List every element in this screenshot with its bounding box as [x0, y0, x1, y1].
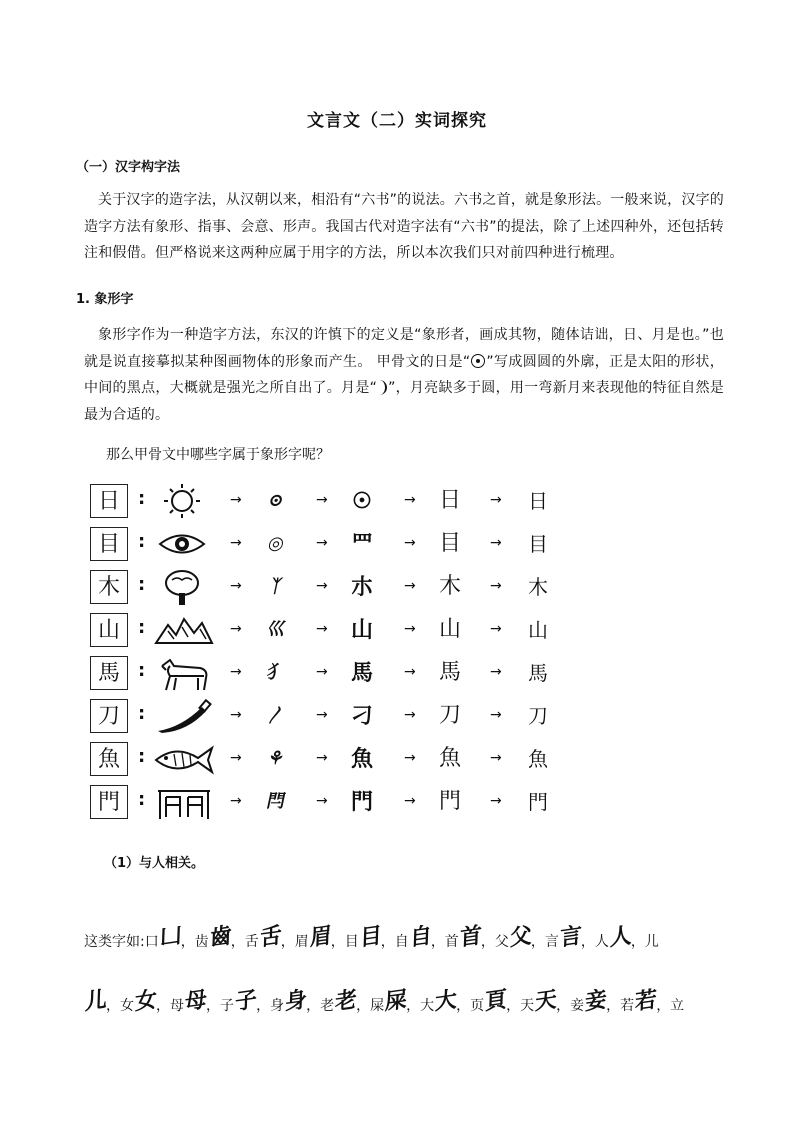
- horse-picture-icon: [152, 654, 218, 692]
- evolution-row: [84, 654, 574, 694]
- modern-char-box: 刀: [90, 699, 128, 733]
- example-word: ，自: [380, 934, 409, 950]
- seal-form: 木: [438, 574, 461, 599]
- seal-form: 刀: [438, 703, 461, 728]
- bronze-form: 朩: [350, 574, 373, 600]
- oracle-glyph: 目: [359, 922, 381, 952]
- tree-picture-icon: [152, 568, 218, 606]
- arrow-icon: →: [316, 578, 328, 594]
- arrow-icon: →: [490, 707, 502, 723]
- clerical-form: 日: [528, 489, 548, 513]
- colon: :: [138, 746, 146, 767]
- oracle-glyph: 女: [134, 986, 156, 1016]
- modern-char-box: 魚: [90, 742, 128, 776]
- clerical-form: 刀: [528, 704, 548, 728]
- oracle-glyph: 妾: [584, 986, 606, 1016]
- page-title: 文言文（二）实词探究: [307, 111, 487, 131]
- oracle-glyph: 人: [609, 922, 631, 952]
- example-word: ，身: [256, 998, 285, 1014]
- arrow-icon: →: [404, 664, 416, 680]
- arrow-icon: →: [490, 535, 502, 551]
- arrow-icon: →: [404, 578, 416, 594]
- section-heading: （一）汉字构字法: [76, 160, 181, 175]
- subsection-heading: 1. 象形字: [76, 292, 134, 307]
- clerical-form: 木: [528, 575, 548, 599]
- example-word: ，父: [480, 934, 509, 950]
- arrow-icon: →: [230, 578, 242, 594]
- example-word: ，儿: [630, 934, 659, 950]
- arrow-icon: →: [490, 750, 502, 766]
- example-word: ，女: [106, 998, 135, 1014]
- oracle-glyph: 大: [434, 986, 456, 1016]
- oracle-glyph: 凵: [159, 922, 181, 952]
- arrow-icon: →: [404, 621, 416, 637]
- example-word: ，大: [406, 998, 435, 1014]
- example-word: 口: [144, 934, 159, 950]
- modern-char-box: 山: [90, 613, 128, 647]
- seal-form: 日: [438, 488, 461, 513]
- arrow-icon: →: [230, 664, 242, 680]
- example-word: ，立: [656, 998, 685, 1014]
- example-word: ，眉: [280, 934, 309, 950]
- question-text: 那么甲骨文中哪些字属于象形字呢？: [106, 447, 330, 463]
- mountain-picture-icon: [152, 611, 218, 649]
- clerical-form: 山: [528, 618, 548, 642]
- modern-char-box: 日: [90, 484, 128, 518]
- arrow-icon: →: [404, 707, 416, 723]
- oracle-bone-form: 巛: [264, 619, 288, 640]
- example-line-1: [84, 920, 734, 951]
- example-word: ，人: [580, 934, 609, 950]
- oracle-bone-form: ◎: [266, 533, 287, 554]
- example-word: ，老: [306, 998, 335, 1014]
- intro-paragraph: 关于汉字的造字法，从汉朝以来，相沿有“六书”的说法。六书之首，就是象形法。一般来说，汉字的造字方法有象形、指事、会意、形声。我国古代对造字法有“六书”的提法，除了上述四种外，还包括转注和假借。但严格说来这两种应属于用字的方法，所以本次我们只对前四种进行梳理。: [84, 192, 724, 261]
- arrow-icon: →: [316, 707, 328, 723]
- oracle-glyph: 頁: [484, 986, 506, 1016]
- oracle-glyph: 眉: [309, 922, 331, 952]
- arrow-icon: →: [490, 621, 502, 637]
- oracle-moon-icon: [378, 380, 387, 395]
- arrow-icon: →: [404, 750, 416, 766]
- bronze-form: ☉: [352, 488, 372, 514]
- arrow-icon: →: [316, 535, 328, 551]
- oracle-glyph: 老: [334, 986, 356, 1016]
- arrow-icon: →: [490, 578, 502, 594]
- oracle-bone-form: 犭: [264, 662, 288, 683]
- example-word: ，子: [206, 998, 235, 1014]
- paragraph-text-b: ”写成圆圆的外廓，正是太阳的形状，中间的黑点，大概就是强光之所自出了。月是“: [84, 353, 724, 396]
- oracle-glyph: 自: [409, 922, 431, 952]
- arrow-icon: →: [230, 492, 242, 508]
- colon: :: [138, 617, 146, 638]
- bronze-form: 罒: [350, 531, 373, 557]
- evolution-row: [84, 525, 574, 565]
- oracle-glyph: 齒: [209, 922, 231, 952]
- example-word: ，页: [456, 998, 485, 1014]
- oracle-glyph: 身: [284, 986, 306, 1016]
- pictograph-paragraph: [84, 322, 724, 428]
- paragraph-text-c: ”，月亮缺多于圆，用一弯新月来表现他的特征自然是最为合适的。: [84, 380, 724, 423]
- example-word: ，屎: [356, 998, 385, 1014]
- oracle-sun-icon: [471, 354, 485, 368]
- bronze-form: 山: [350, 617, 373, 643]
- evolution-row: [84, 568, 574, 608]
- oracle-glyph: 儿: [84, 986, 106, 1016]
- colon: :: [138, 531, 146, 552]
- list-intro: 这类字如:: [84, 934, 145, 950]
- eye-picture-icon: [152, 525, 218, 563]
- seal-form: 目: [438, 531, 461, 556]
- oracle-glyph: 言: [559, 922, 581, 952]
- example-word: ，天: [506, 998, 535, 1014]
- oracle-bone-form: ⚘: [265, 748, 287, 769]
- modern-char-box: 目: [90, 527, 128, 561]
- seal-form: 山: [438, 617, 461, 642]
- seal-form: 馬: [438, 660, 461, 685]
- arrow-icon: →: [230, 750, 242, 766]
- arrow-icon: →: [230, 707, 242, 723]
- oracle-bone-form: 閂: [264, 791, 288, 812]
- clerical-form: 馬: [528, 661, 548, 685]
- oracle-glyph: 子: [234, 986, 256, 1016]
- arrow-icon: →: [316, 750, 328, 766]
- fish-picture-icon: [152, 740, 218, 778]
- seal-form: 魚: [438, 746, 461, 771]
- arrow-icon: →: [230, 793, 242, 809]
- bronze-form: 門: [350, 789, 373, 815]
- colon: :: [138, 574, 146, 595]
- evolution-row: [84, 740, 574, 780]
- arrow-icon: →: [490, 664, 502, 680]
- oracle-glyph: 母: [184, 986, 206, 1016]
- oracle-glyph: 若: [634, 986, 656, 1016]
- example-word: ，首: [430, 934, 459, 950]
- example-word: ，言: [530, 934, 559, 950]
- seal-form: 門: [438, 789, 461, 814]
- clerical-form: 目: [528, 532, 548, 556]
- oracle-glyph: 天: [534, 986, 556, 1016]
- oracle-glyph: 首: [459, 922, 481, 952]
- arrow-icon: →: [230, 621, 242, 637]
- modern-char-box: 馬: [90, 656, 128, 690]
- example-word: ，齿: [180, 934, 209, 950]
- paragraph-text-a: 象形字作为一种造字方法，东汉的许慎下的定义是“象形者，画成其物，随体诘诎，日、月是也。”也就是说直接摹拟某种图画物体的形象而产生。 甲骨文的日是“: [84, 327, 724, 370]
- example-word: ，若: [606, 998, 635, 1014]
- arrow-icon: →: [316, 621, 328, 637]
- oracle-bone-form: 〳: [264, 705, 288, 726]
- evolution-row: [84, 697, 574, 737]
- bronze-form: 刁: [350, 703, 373, 729]
- arrow-icon: →: [490, 492, 502, 508]
- oracle-bone-form: ᛉ: [268, 576, 284, 597]
- clerical-form: 魚: [528, 747, 548, 771]
- arrow-icon: →: [316, 664, 328, 680]
- sun-picture-icon: [152, 482, 218, 520]
- evolution-row: [84, 482, 574, 522]
- arrow-icon: →: [404, 793, 416, 809]
- example-word: ，母: [156, 998, 185, 1014]
- arrow-icon: →: [490, 793, 502, 809]
- modern-char-box: 木: [90, 570, 128, 604]
- example-line-2: [84, 984, 734, 1015]
- evolution-figure: [84, 482, 574, 826]
- knife-picture-icon: [152, 697, 218, 735]
- oracle-glyph: 屎: [384, 986, 406, 1016]
- clerical-form: 門: [528, 790, 548, 814]
- example-word: ，舌: [230, 934, 259, 950]
- colon: :: [138, 789, 146, 810]
- colon: :: [138, 488, 146, 509]
- subsection-heading-people: （1）与人相关。: [104, 856, 205, 871]
- arrow-icon: →: [316, 793, 328, 809]
- evolution-row: [84, 783, 574, 823]
- arrow-icon: →: [404, 492, 416, 508]
- arrow-icon: →: [404, 535, 416, 551]
- bronze-form: 馬: [350, 660, 373, 686]
- gate-picture-icon: [152, 783, 218, 821]
- arrow-icon: →: [230, 535, 242, 551]
- oracle-glyph: 舌: [259, 922, 281, 952]
- oracle-bone-form: ⊙: [266, 490, 286, 511]
- example-word: ，目: [330, 934, 359, 950]
- oracle-glyph: 父: [509, 922, 531, 952]
- bronze-form: 魚: [350, 746, 373, 772]
- example-word: ，妾: [556, 998, 585, 1014]
- modern-char-box: 門: [90, 785, 128, 819]
- colon: :: [138, 703, 146, 724]
- arrow-icon: →: [316, 492, 328, 508]
- evolution-row: [84, 611, 574, 651]
- colon: :: [138, 660, 146, 681]
